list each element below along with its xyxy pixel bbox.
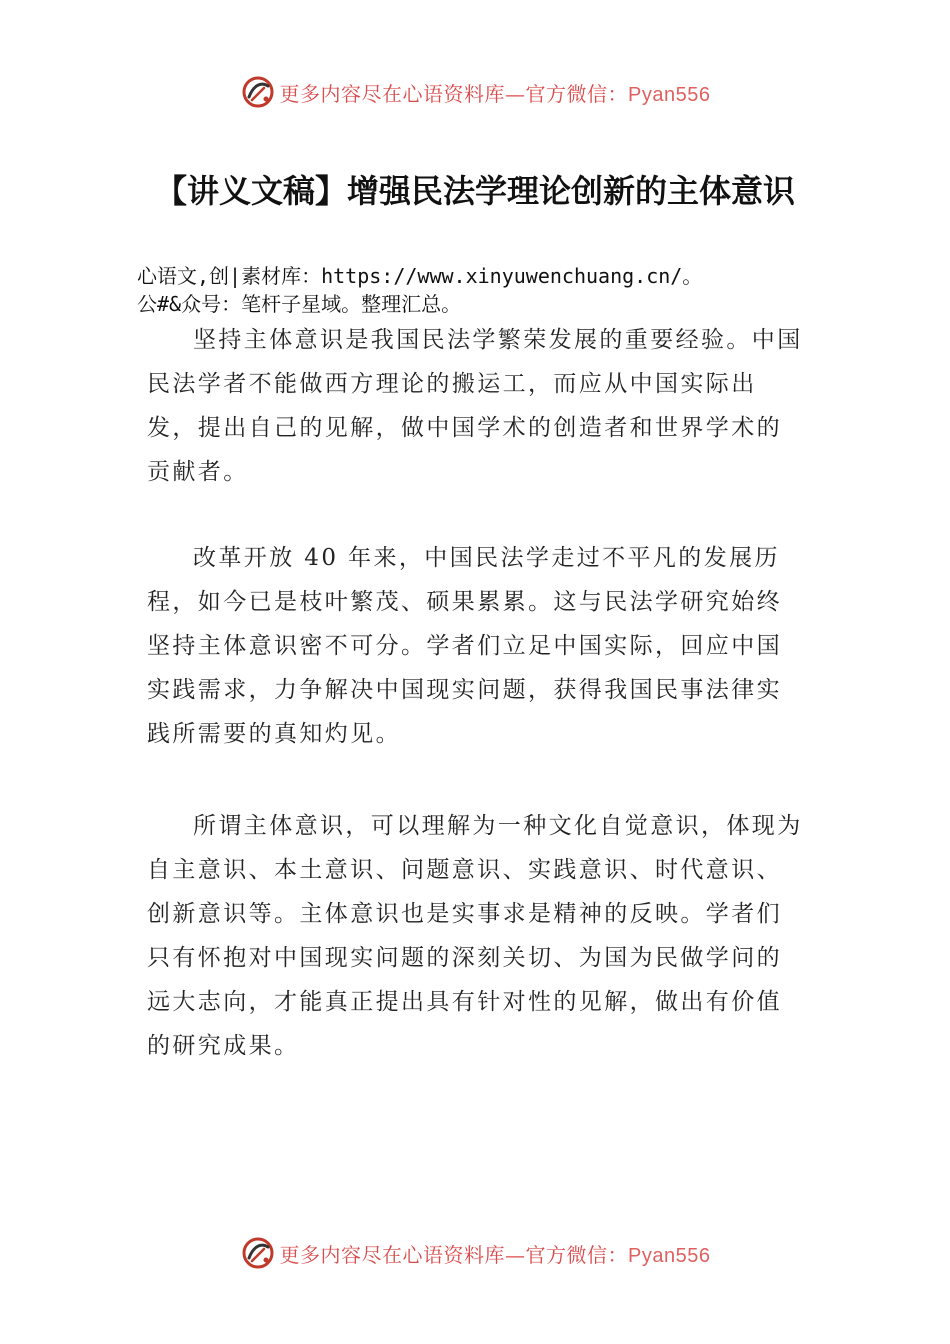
footer-banner bbox=[0, 1233, 950, 1273]
wechat-id: Pyan556 bbox=[628, 83, 711, 106]
source-line: 公#&众号：笔杆子星域。整理汇总。 bbox=[137, 292, 462, 316]
banner-text: 更多内容尽在心语资料库—官方微信：Pyan556 bbox=[279, 1242, 711, 1267]
body-paragraph: 改革开放 40 年来，中国民法学走过不平凡的发展历程，如今已是枝叶繁茂、硕果累累。这与民法学研究始终坚持主体意识密不可分。学者们立足中国实际，回应中国实践需求，力争解决中国现实问题，获得我国民事法律实践所需要的真知灼见。 bbox=[147, 545, 782, 747]
brand-logo-icon bbox=[240, 74, 276, 110]
source-line: 心语文,创|素材库：https://www.xinyuwenchuang.cn/。 bbox=[137, 264, 703, 288]
body-paragraph: 坚持主体意识是我国民法学繁荣发展的重要经验。中国民法学者不能做西方理论的搬运工，而应从中国实际出发，提出自己的见解，做中国学术的创造者和世界学术的贡献者。 bbox=[147, 327, 803, 485]
wechat-id: Pyan556 bbox=[628, 1244, 711, 1267]
document-title: 【讲义文稿】增强民法学理论创新的主体意识 bbox=[154, 172, 795, 210]
brand-logo-icon bbox=[240, 1235, 276, 1271]
banner-text: 更多内容尽在心语资料库—官方微信：Pyan556 bbox=[279, 81, 711, 106]
body-paragraph: 所谓主体意识，可以理解为一种文化自觉意识，体现为自主意识、本土意识、问题意识、实践意识、时代意识、创新意识等。主体意识也是实事求是精神的反映。学者们只有怀抱对中国现实问题的深刻关切、为国为民做学问的远大志向，才能真正提出具有针对性的见解，做出有价值的研究成果。 bbox=[147, 813, 803, 1059]
header-banner bbox=[0, 72, 950, 112]
source-note bbox=[137, 262, 827, 318]
